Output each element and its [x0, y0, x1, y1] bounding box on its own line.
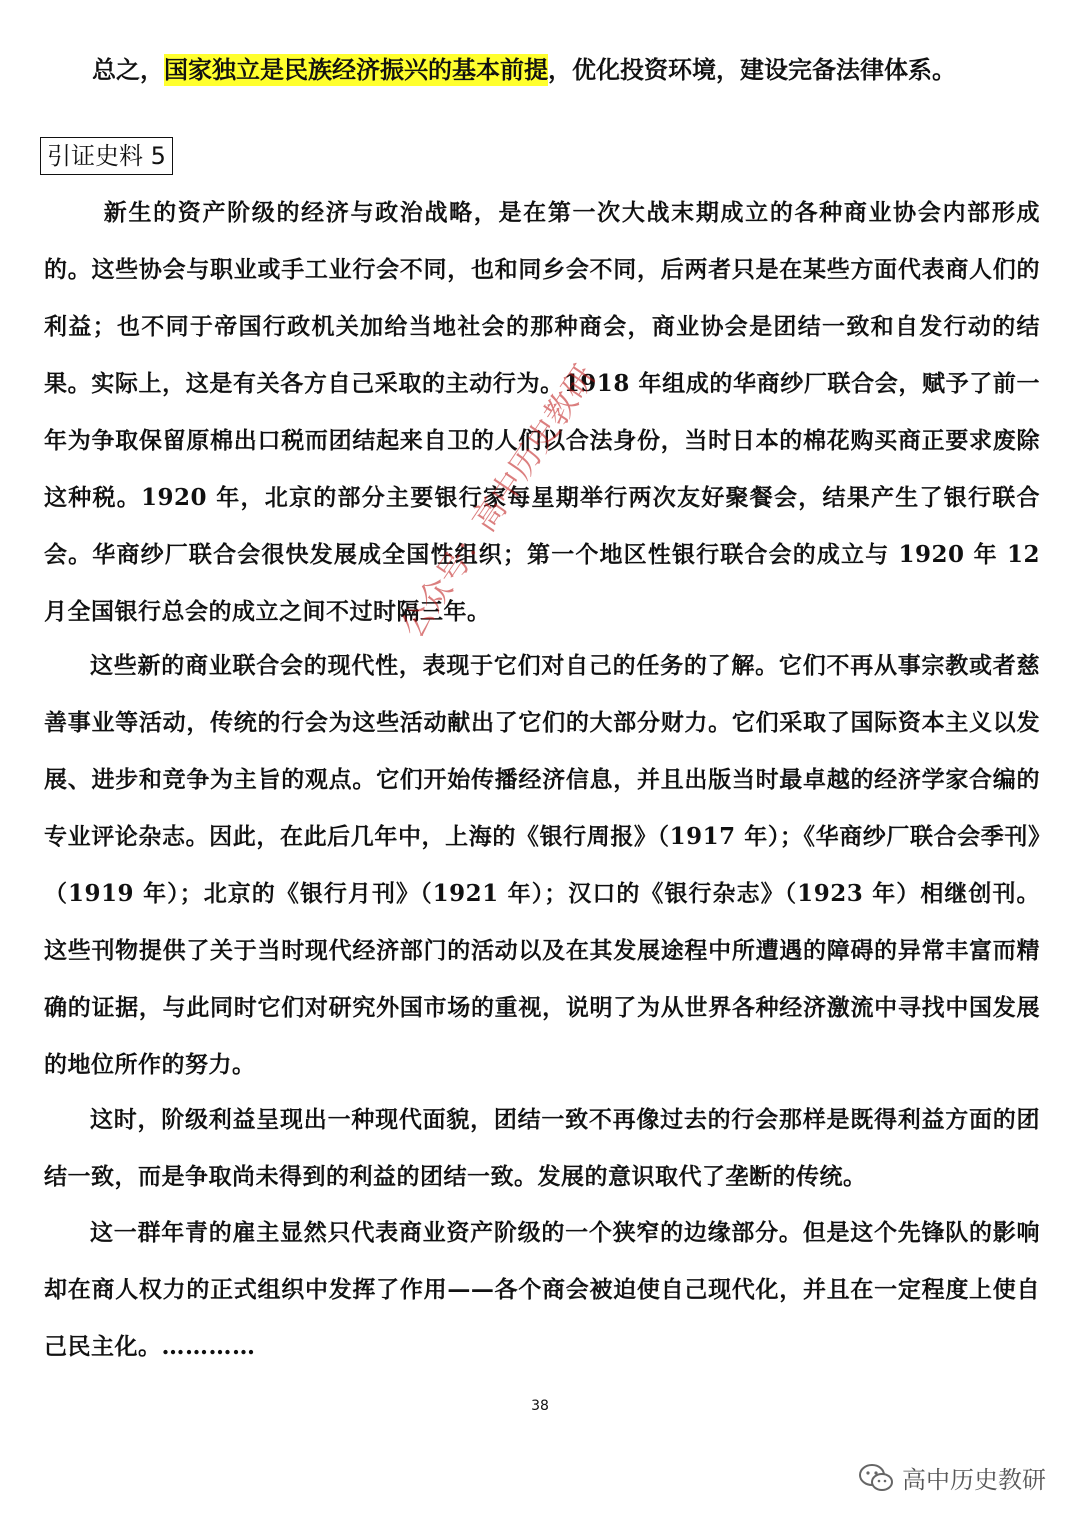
- wechat-icon: [858, 1463, 894, 1493]
- footer-watermark: [858, 1460, 1046, 1495]
- summary-suffix: ，优化投资环境，建设完备法律体系。: [548, 56, 956, 84]
- watermark-stamp: 公众号：高中历史教研: [392, 358, 604, 645]
- paragraph-3: 这时，阶级利益呈现出一种现代面貌，团结一致不再像过去的行会那样是既得利益方面的团结一致，而是争取尚未得到的利益的团结一致。发展的意识取代了垄断的传统。: [44, 1106, 1040, 1190]
- summary-line: [92, 48, 1042, 92]
- summary-prefix: 总之，: [92, 56, 164, 84]
- paragraph-4: 这一群年青的雇主显然只代表商业资产阶级的一个狭窄的边缘部分。但是这个先锋队的影响却在商人权力的正式组织中发挥了作用——各个商会被迫使自己现代化，并且在一定程度上使自己民主化。…………: [44, 1219, 1040, 1360]
- section-label-box: 引证史料 5: [40, 137, 173, 175]
- paragraph-2: 这些新的商业联合会的现代性，表现于它们对自己的任务的了解。它们不再从事宗教或者慈善事业等活动，传统的行会为这些活动献出了它们的大部分财力。它们采取了国际资本主义以发展、进步和竞争为主旨的观点。它们开始传播经济信息，并且出版当时最卓越的经济学家合编的专业评论杂志。因此，在此后几年中，上海的《银行周报》（1917 年）；《华商纱厂联合会季刊》（1919 年）；北京的《银行月刊》（1921 年）；汉口的《银行杂志》（1923 年）相继创刊。这些刊物提供了关于当时现代经济部门的活动以及在其发展途程中所遭遇的障碍的异常丰富而精确的证据，与此同时它们对研究外国市场的重视，说明了为从世界各种经济激流中寻找中国发展的地位所作的努力。: [44, 652, 1040, 1078]
- highlighted-text: 国家独立是民族经济振兴的基本前提: [164, 56, 548, 84]
- footer-watermark-text: 高中历史教研: [902, 1466, 1046, 1494]
- paragraph-1: 新生的资产阶级的经济与政治战略，是在第一次大战末期成立的各种商业协会内部形成的。这些协会与职业或手工业行会不同，也和同乡会不同，后两者只是在某些方面代表商人们的利益；也不同于帝国行政机关加给当地社会的那种商会，商业协会是团结一致和自发行动的结果。实际上，这是有关各方自己采取的主动行为。1918 年组成的华商纱厂联合会，赋予了前一年为争取保留原棉出口税而团结起来自卫的人们以合法身份，当时日本的棉花购买商正要求废除这种税。1920 年，北京的部分主要银行家每星期举行两次友好聚餐会，结果产生了银行联合会。华商纱厂联合会很快发展成全国性组织；第一个地区性银行联合会的成立与 1920 年 12 月全国银行总会的成立之间不过时隔三年。: [44, 199, 1040, 625]
- page-number: 38: [531, 1398, 549, 1414]
